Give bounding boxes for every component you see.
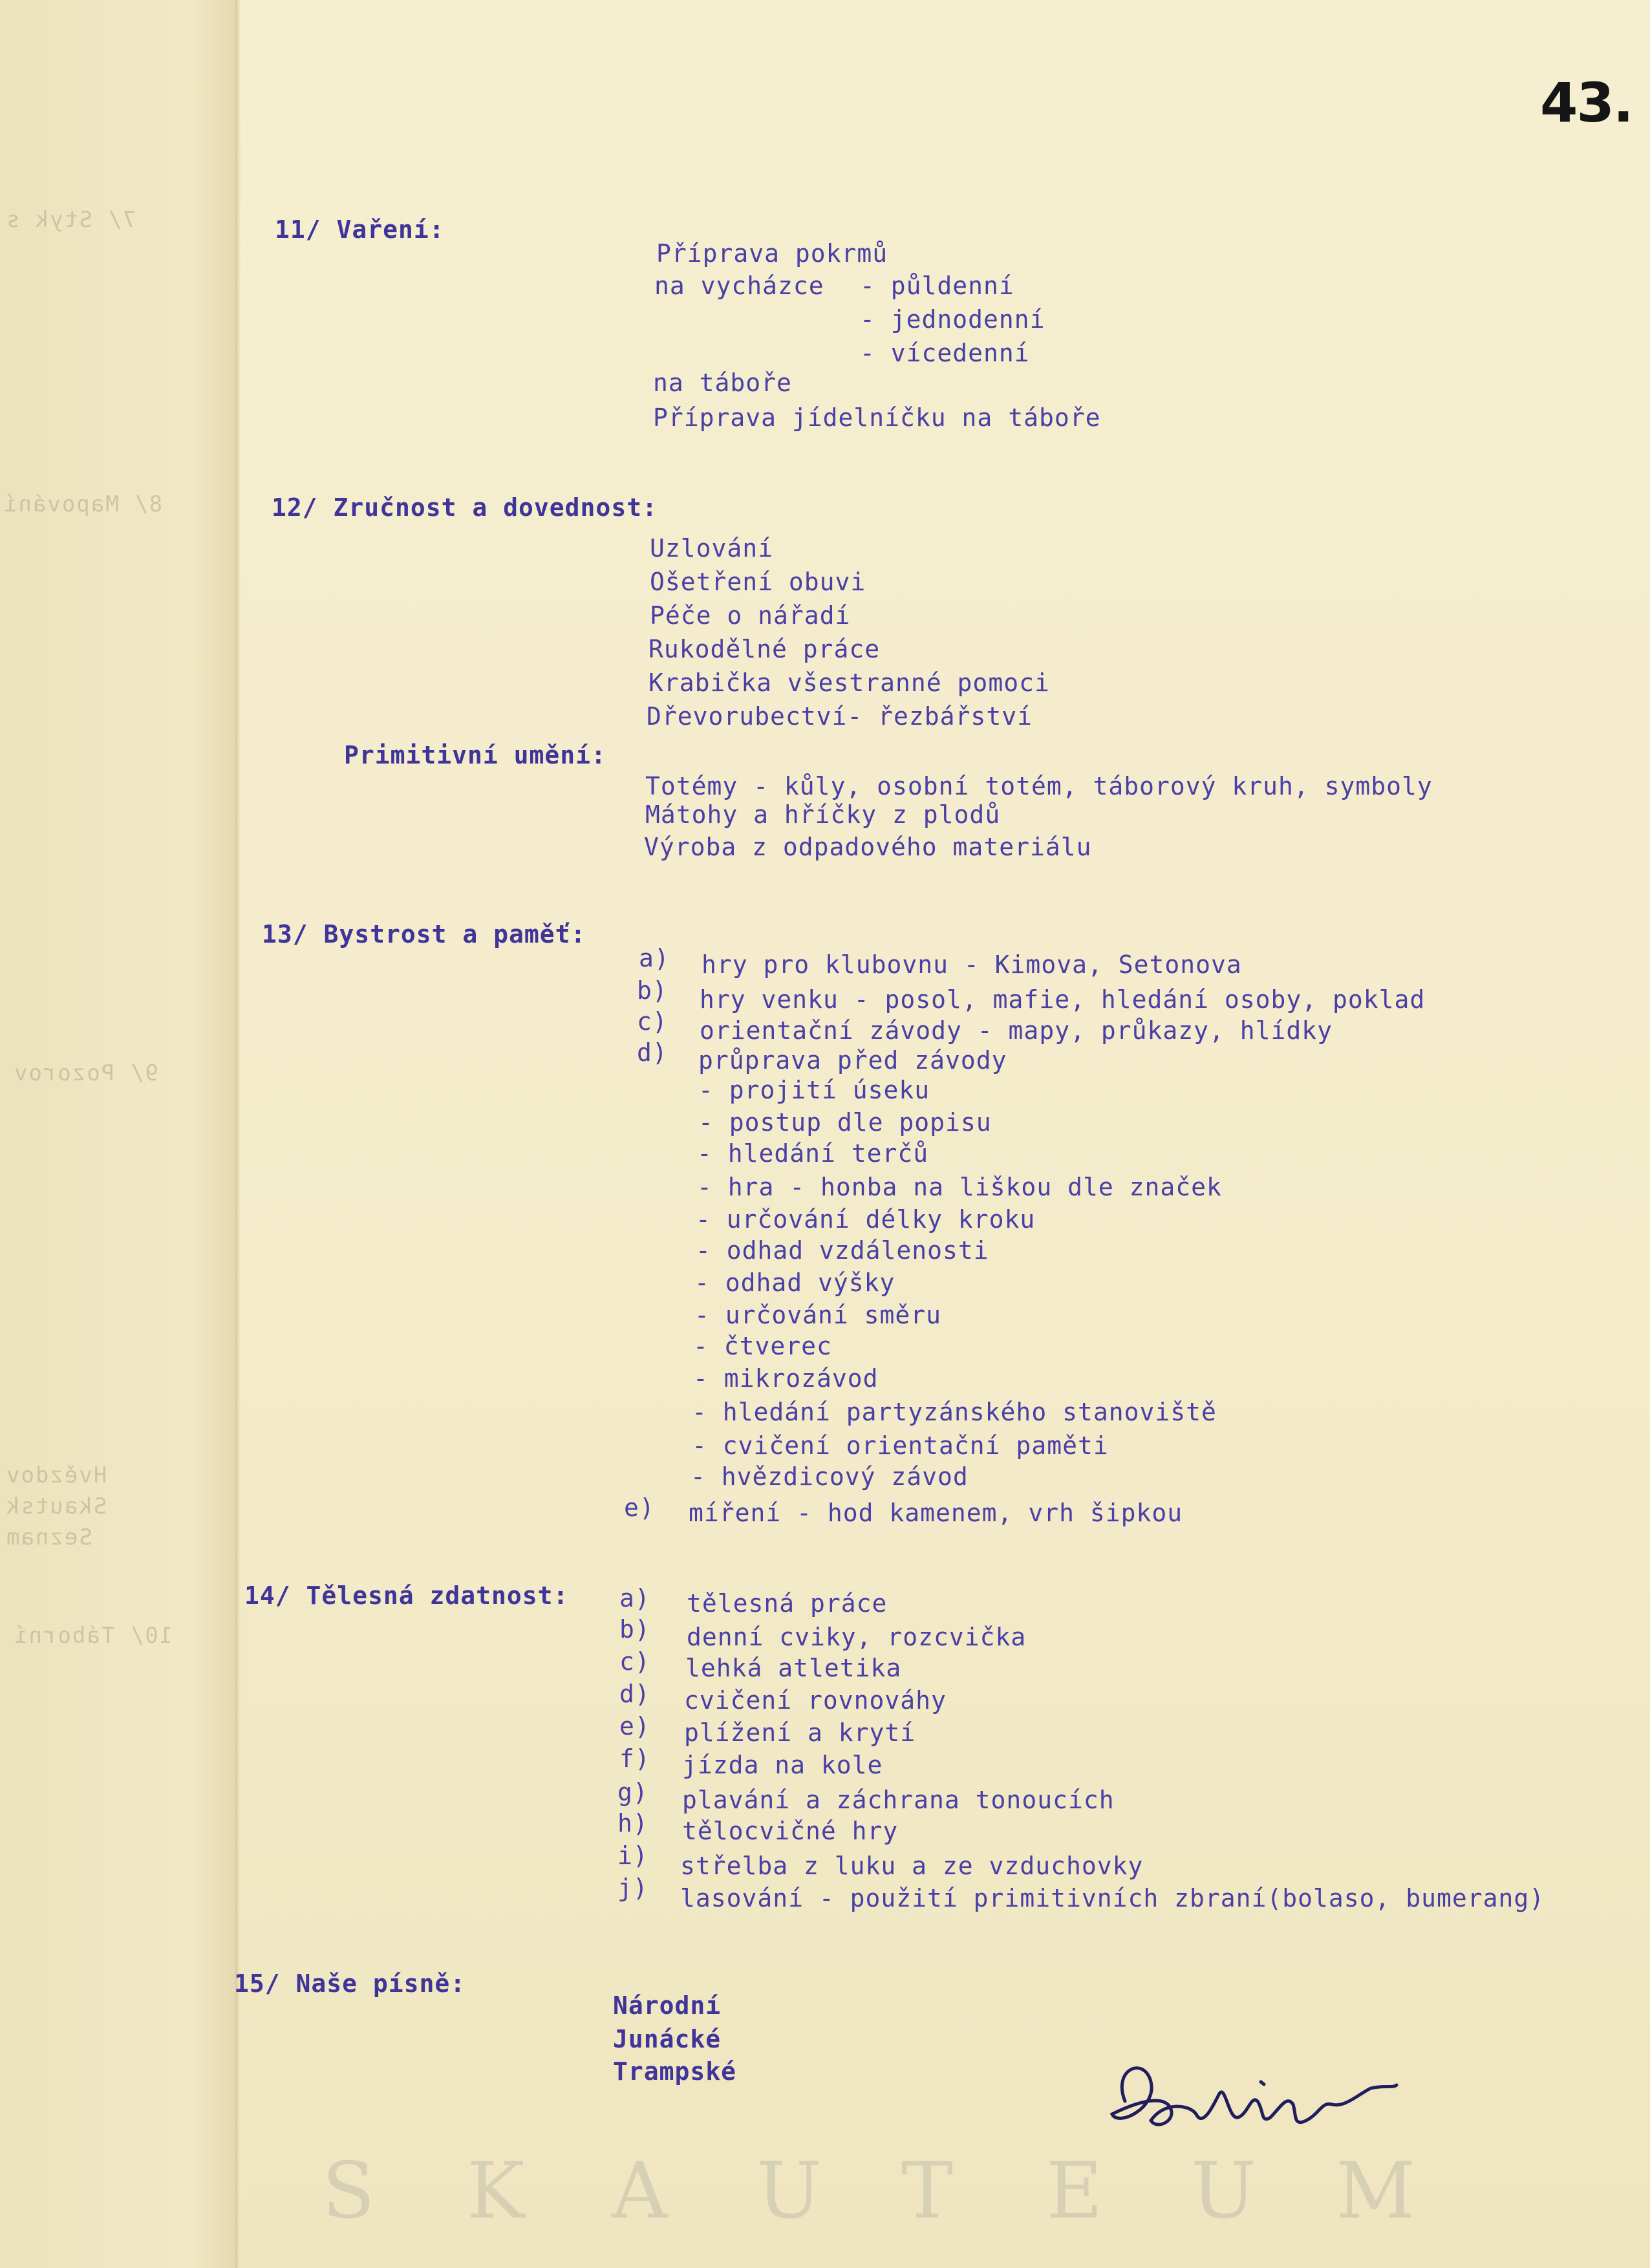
ghost-text: 10/ Táborní — [13, 1623, 173, 1649]
sub-item: - odhad výšky — [694, 1268, 895, 1297]
section-13-heading: 13/ Bystrost a paměť: — [262, 920, 586, 948]
list-item: lehká atletika — [685, 1654, 902, 1682]
signature — [1099, 2056, 1403, 2146]
sub-item: - odhad vzdálenosti — [696, 1236, 989, 1265]
text-line: - vícedenní — [860, 339, 1030, 367]
page-number: 43. — [1540, 71, 1633, 134]
list-item: tělocvičné hry — [682, 1817, 899, 1845]
list-item: tělesná práce — [687, 1589, 888, 1618]
text-line: Rukodělné práce — [648, 635, 881, 663]
list-label: h) — [617, 1809, 648, 1837]
list-item: plavání a záchrana tonoucích — [682, 1786, 1115, 1814]
list-label: c) — [637, 1007, 668, 1036]
text-line: Ošetření obuvi — [650, 568, 866, 596]
list-label: c) — [619, 1647, 650, 1676]
song-category: Junácké — [613, 2025, 722, 2053]
sub-item: - čtverec — [693, 1332, 832, 1360]
text-line: na táboře — [653, 369, 792, 397]
sub-item: - postup dle popisu — [698, 1108, 992, 1137]
song-category: Národní — [613, 1991, 722, 2020]
list-item: hry venku - posol, mafie, hledání osoby, poklad — [700, 985, 1426, 1014]
section-12-heading: 12/ Zručnost a dovednost: — [272, 493, 658, 522]
list-item: orientační závody - mapy, průkazy, hlídky — [700, 1016, 1333, 1045]
section-11-heading: 11/ Vaření: — [275, 215, 445, 244]
watermark-letter: U — [756, 2146, 822, 2236]
list-label: d) — [637, 1038, 668, 1067]
sub-item: - určování délky kroku — [696, 1205, 1036, 1234]
primitive-art-heading: Primitivní umění: — [344, 741, 606, 769]
text-line: Příprava jídelníčku na táboře — [653, 403, 1101, 432]
sub-item: - hledání partyzánského stanoviště — [692, 1398, 1217, 1426]
text-line: - jednodenní — [860, 305, 1045, 334]
list-item: lasování - použití primitivních zbraní(bolaso, bumerang) — [680, 1884, 1545, 1912]
list-item: míření - hod kamenem, vrh šipkou — [689, 1499, 1183, 1527]
list-item: průprava před závody — [698, 1046, 1007, 1075]
watermark-letter: U — [1191, 2146, 1257, 2236]
list-label: b) — [637, 976, 668, 1005]
underlying-page — [0, 0, 235, 2268]
sub-item: - projití úseku — [698, 1076, 930, 1104]
sub-item: - mikrozávod — [693, 1364, 879, 1393]
list-label: j) — [617, 1874, 648, 1902]
watermark-letter: S — [322, 2146, 376, 2236]
text-line: Krabička všestranné pomoci — [648, 669, 1050, 697]
list-label: a) — [639, 944, 670, 972]
list-item: cvičení rovnováhy — [684, 1686, 947, 1715]
sub-item: - cvičení orientační paměti — [692, 1431, 1109, 1460]
list-label: f) — [619, 1744, 650, 1773]
list-label: g) — [617, 1778, 648, 1806]
watermark-letter: A — [612, 2146, 668, 2236]
list-label: i) — [617, 1841, 648, 1870]
ghost-text: Skautsk — [5, 1493, 107, 1519]
text-line: Péče o nářadí — [650, 601, 851, 630]
text-line: Totémy - kůly, osobní totém, táborový kruh, symboly — [645, 772, 1433, 800]
page-edge — [235, 0, 241, 2268]
ghost-text: 9/ Pozorov — [13, 1060, 158, 1086]
song-category: Trampské — [613, 2057, 737, 2086]
text-line: - půldenní — [860, 272, 1014, 300]
sub-item: - hra - honba na liškou dle značek — [697, 1173, 1222, 1201]
list-label: e) — [619, 1712, 650, 1740]
list-item: denní cviky, rozcvička — [687, 1623, 1027, 1651]
watermark-letter: T — [901, 2146, 954, 2236]
list-item: střelba z luku a ze vzduchovky — [680, 1852, 1144, 1880]
watermark-letter: M — [1336, 2146, 1415, 2236]
text-line: na vycházce — [654, 272, 824, 300]
list-item: jízda na kole — [682, 1751, 883, 1779]
ghost-text: Hvězdov — [5, 1462, 107, 1488]
ghost-text: 7/ Styk s — [5, 207, 136, 233]
list-label: b) — [619, 1615, 650, 1643]
list-item: plížení a krytí — [684, 1718, 916, 1747]
list-item: hry pro klubovnu - Kimova, Setonova — [702, 950, 1242, 979]
sub-item: - hvězdicový závod — [691, 1462, 969, 1491]
watermark-letter: E — [1046, 2146, 1103, 2236]
watermark-letter: K — [467, 2146, 525, 2236]
list-label: e) — [624, 1493, 655, 1522]
list-label: a) — [619, 1584, 650, 1612]
ghost-text: 8/ Mapování — [3, 491, 163, 517]
text-line: Uzlování — [650, 534, 774, 562]
list-label: d) — [619, 1680, 650, 1708]
sub-item: - určování směru — [694, 1301, 942, 1329]
section-14-heading: 14/ Tělesná zdatnost: — [244, 1581, 569, 1610]
section-15-heading: 15/ Naše písně: — [234, 1969, 466, 1998]
text-line: Dřevorubectví- řezbářství — [647, 702, 1033, 731]
text-line: Výroba z odpadového materiálu — [644, 833, 1092, 861]
ghost-text: Seznam — [5, 1524, 92, 1550]
sub-item: - hledání terčů — [697, 1139, 929, 1168]
text-line: Příprava pokrmů — [656, 239, 888, 268]
text-line: Mátohy a hříčky z plodů — [645, 800, 1001, 829]
